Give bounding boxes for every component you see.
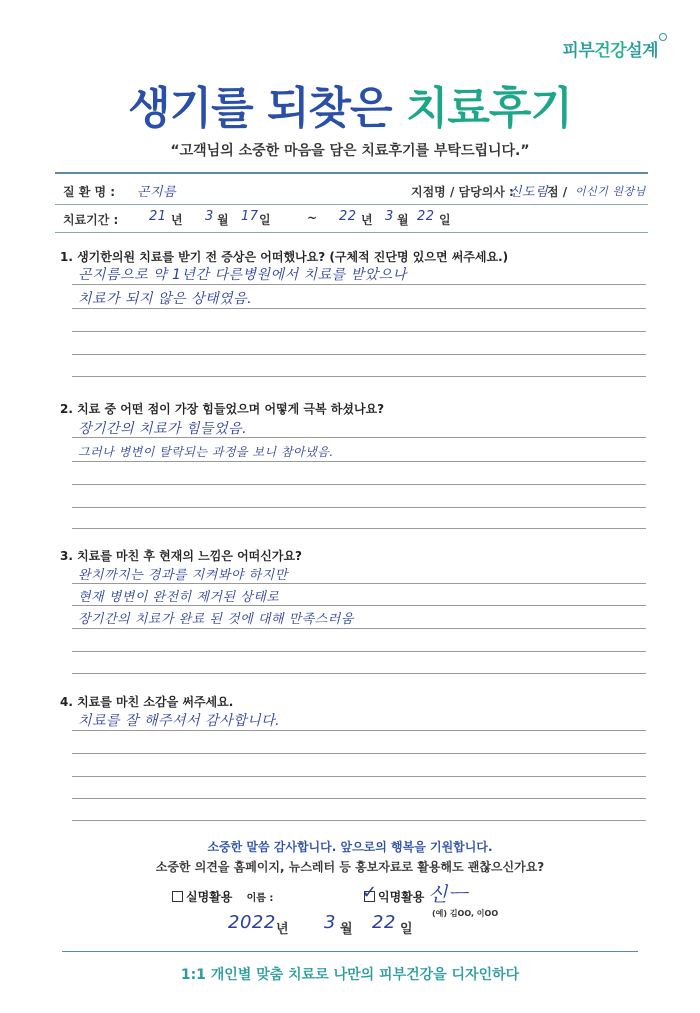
answer-line [72, 437, 646, 438]
question-2-answer-2[interactable]: 그러나 병변이 탈락되는 과정을 보니 참아냈음. [78, 445, 334, 459]
answer-line [72, 798, 646, 799]
answer-line [72, 484, 646, 485]
disease-label: 질 환 명 : [63, 185, 116, 199]
answer-line [72, 628, 646, 629]
start-day[interactable]: 17 [241, 209, 259, 224]
start-month[interactable]: 3 [205, 209, 214, 224]
title-part1: 생기를 되찾은 [128, 83, 392, 134]
anonymous-checkbox[interactable] [362, 882, 378, 903]
answer-line [72, 376, 646, 377]
answer-line [72, 673, 646, 674]
question-1-title: 1. 생기한의원 치료를 받기 전 증상은 어떠했나요? (구체적 진단명 있으면 써주세요.) [60, 250, 509, 264]
signed-day[interactable]: 22 [372, 912, 396, 933]
question-3-answer-1[interactable]: 완치까지는 경과를 지켜봐야 하지만 [78, 568, 288, 583]
signed-month[interactable]: 3 [324, 912, 336, 933]
question-2-answer-1[interactable]: 장기간의 치료가 힘들었음. [78, 421, 248, 437]
question-4-answer-1[interactable]: 치료를 잘 해주셔서 감사합니다. [78, 713, 281, 729]
answer-line [72, 528, 646, 529]
question-3-answer-2[interactable]: 현재 병변이 완전히 제거된 상태로 [78, 590, 280, 605]
footer-slogan: 1:1 개인별 맞춤 치료로 나만의 피부건강을 디자인하다 [180, 967, 520, 983]
end-year[interactable]: 22 [339, 209, 357, 224]
start-year[interactable]: 21 [149, 209, 167, 224]
closing-consent-question: 소중한 의견을 홈페이지, 뉴스레터 등 홍보자료로 활용해도 괜찮으신가요? [155, 860, 545, 874]
end-day-unit: 일 [439, 213, 451, 227]
answer-line [72, 730, 646, 731]
branch-value[interactable]: 신도림 [509, 185, 549, 200]
question-1-answer-2[interactable]: 치료가 되지 않은 상태였음. [78, 291, 253, 307]
disease-value[interactable]: 곤지름 [137, 185, 177, 200]
real-name-option[interactable] [172, 888, 273, 905]
start-year-unit: 년 [171, 213, 183, 227]
answer-line [72, 331, 646, 332]
question-3-answer-3[interactable]: 장기간의 치료가 완료 된 것에 대해 만족스러움 [78, 612, 354, 627]
question-1-answer-1[interactable]: 곤지름으로 약 1년간 다른병원에서 치료를 받았으나 [78, 267, 407, 283]
brand-post: 설계 [626, 41, 658, 61]
answer-line [72, 753, 646, 754]
answer-line [72, 284, 646, 285]
question-2-title: 2. 치료 중 어떤 점이 가장 힘들었으며 어떻게 극복 하셨나요? [60, 402, 385, 416]
period-tilde: ~ [307, 211, 318, 225]
end-month-unit: 월 [397, 213, 409, 227]
signed-year[interactable]: 2022 [228, 912, 276, 933]
info-row-disease [55, 172, 648, 205]
checkmark-icon: ✓ [362, 882, 378, 903]
page-title [0, 72, 700, 136]
answer-line [72, 583, 646, 584]
answer-line [72, 605, 646, 606]
branch-suffix: 점 / [547, 185, 568, 199]
real-name-checkbox[interactable] [172, 891, 183, 902]
doctor-value[interactable]: 이신기 원장님 [575, 185, 646, 198]
footer-divider [62, 951, 638, 952]
brand-logo [562, 36, 658, 61]
question-4-title: 4. 치료를 마친 소감을 써주세요. [60, 695, 234, 709]
title-part2: 치료후기 [405, 83, 572, 134]
answer-line [72, 820, 646, 821]
real-name-label: 실명활용 [186, 890, 233, 904]
brand-pre: 피부 [562, 41, 595, 61]
answer-line [72, 308, 646, 309]
name-field-label: 이름 : [246, 893, 274, 904]
start-day-unit: 일 [259, 213, 271, 227]
signed-day-unit: 일 [400, 922, 413, 937]
answer-line [72, 651, 646, 652]
signed-month-unit: 월 [340, 922, 353, 937]
anonymous-label: 익명활용 [378, 890, 425, 904]
anonymous-option[interactable] [362, 882, 425, 905]
end-year-unit: 년 [361, 213, 373, 227]
signed-year-unit: 년 [276, 922, 289, 937]
answer-line [72, 776, 646, 777]
name-example: (예) 김OO, 이OO [432, 909, 499, 918]
start-month-unit: 월 [217, 213, 229, 227]
answer-line [72, 507, 646, 508]
answer-line [72, 461, 646, 462]
branch-label: 지점명 / 담당의사 : [411, 185, 514, 199]
page-subtitle: “고객님의 소중한 마음을 담은 치료후기를 부탁드립니다.” [170, 143, 530, 159]
end-month[interactable]: 3 [385, 209, 394, 224]
info-row-period [55, 202, 648, 233]
closing-thanks: 소중한 말씀 감사합니다. 앞으로의 행복을 기원합니다. [207, 840, 493, 854]
end-day[interactable]: 22 [417, 209, 435, 224]
brand-highlight: 건강 [594, 41, 627, 61]
brand-dot-icon [659, 33, 667, 41]
question-3-title: 3. 치료를 마친 후 현재의 느낌은 어떠신가요? [60, 549, 303, 563]
signature[interactable]: 신ㅡ [428, 882, 468, 906]
answer-line [72, 354, 646, 355]
period-label: 치료기간 : [63, 213, 119, 227]
